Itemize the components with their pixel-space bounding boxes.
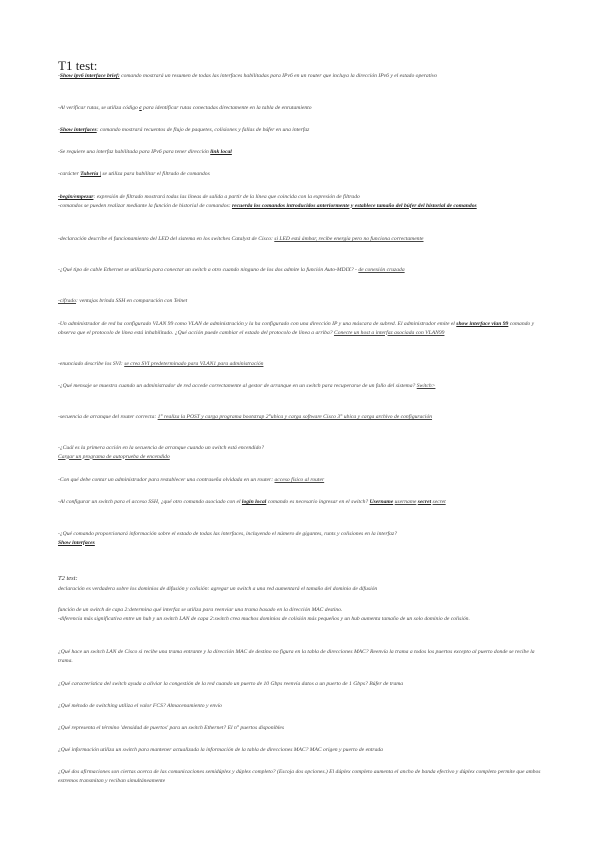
paragraph-text: -Con qué debe contar un administrador para restablecer una contraseña olvidada en un router: — [58, 477, 275, 483]
paragraph-text: ¿Qué representa el término 'densidad de puertos' para un switch Ethernet? El n° puertos disponibles — [58, 725, 285, 731]
paragraph-text: - — [58, 73, 60, 79]
paragraph-text: ¿Qué hace un switch LAN de Cisco si recibe una trama entrante y la dirección MAC de destino no figura en la tabla de direcciones MAC? Reenvía la trama a todos los puertos excepto al puerto donde se recibe la trama. — [58, 649, 535, 664]
highlighted-text: c — [139, 105, 142, 111]
highlighted-text: Cargar un programa de autoprueba de encendido — [58, 453, 170, 460]
paragraph-text: -secuencia de arranque del router correcta: — [58, 414, 158, 420]
paragraph-text: comando mostrará un resumen de todas las interfaces habilitadas para IPv6 en un router que incluya la dirección IPv6 y el estado operativo — [119, 73, 438, 79]
paragraph — [58, 320, 548, 337]
highlighted-text: link local — [210, 149, 232, 155]
highlighted-text: Show interfaces — [58, 539, 95, 546]
paragraph-text: : ventajas brinda SSH en comparación con Telnet — [76, 298, 188, 304]
paragraph — [58, 193, 548, 210]
paragraph-text: -¿Qué tipo de cable Ethernet se utilizaría para conectar un switch a otro cuando ninguno de los dos admite la función Auto-MDIX? - — [58, 267, 359, 273]
paragraph-text: -declaración describe el funcionamiento del LED del sistema en los switches Catalyst de Cisco: — [58, 236, 275, 242]
section-heading-t2: T2 test: — [58, 575, 78, 582]
highlighted-text: Show interfaces — [59, 127, 97, 133]
paragraph-text: - — [58, 127, 60, 133]
paragraph — [58, 702, 548, 711]
paragraph-text: se utiliza para habilitar el filtrado de comandos — [100, 171, 210, 177]
paragraph — [58, 170, 548, 179]
paragraph-text: : comando mostrará recuentos de flujo de paquetes, colisiones y fallas de búfer en una interfaz — [96, 127, 310, 133]
highlighted-text: recuerda los comandos introducidos anteriormente y establece tamaño del búfer del historial de comandos — [231, 202, 477, 209]
paragraph-text: -comandos se pueden realizar mediante la función de historial de comandos: — [58, 202, 232, 209]
paragraph — [58, 382, 548, 391]
paragraph — [58, 585, 548, 594]
paragraph-text: -¿Qué mensaje se muestra cuando un administrador de red accede correctamente al gestor de arranque en un switch para recuperarse de un fallo del sistema? — [58, 383, 417, 389]
paragraph-text: función de un switch de capa 2:determina qué interfaz se utiliza para reenviar una trama basado en la dirección MAC destino. — [58, 607, 343, 613]
highlighted-text: si LED está ámbar, recibe energía pero no funciona correctamente — [274, 236, 424, 242]
paragraph — [58, 72, 548, 81]
highlighted-text: secret — [417, 499, 432, 505]
highlighted-text: secret — [432, 499, 446, 505]
highlighted-text: se crea SVI predeterminado para VLAN1 para administración — [124, 361, 264, 367]
paragraph-text: declaración es verdadera sobre los dominios de difusión y colisión: agregar un switch a una red aumentará el tamaño del dominio de difusión — [58, 586, 378, 592]
paragraph — [58, 126, 548, 135]
paragraph — [58, 530, 548, 547]
paragraph-text: -enunciado describe los SVI: — [58, 361, 125, 367]
highlighted-text: -cifrado — [58, 298, 77, 304]
paragraph — [58, 266, 548, 275]
paragraph — [58, 680, 548, 689]
paragraph — [58, 648, 548, 665]
paragraph — [58, 297, 548, 306]
paragraph — [58, 104, 548, 113]
paragraph — [58, 498, 548, 507]
paragraph-text: -carácter — [58, 171, 81, 177]
paragraph-text: para identificar rutas conectadas directamente en la tabla de enrutamiento — [141, 105, 312, 111]
paragraph — [58, 768, 548, 785]
paragraph — [58, 746, 548, 755]
highlighted-text: acceso físico al router — [274, 477, 325, 483]
highlighted-text: login local — [241, 499, 267, 505]
paragraph-text: ¿Qué información utiliza un switch para mantener actualizada la información de la tabla de direcciones MAC? MAC origen y puerto de entrada — [58, 747, 383, 753]
page-title: T1 test: — [58, 58, 98, 73]
highlighted-text: Username — [369, 499, 394, 505]
highlighted-text: username — [394, 499, 417, 505]
paragraph-text: -Se requiere una interfaz habilitada para IPv6 para tener dirección — [58, 149, 211, 155]
paragraph — [58, 148, 548, 157]
paragraph-text: -Al configurar un switch para el acceso SSH, ¿qué otro comando asociado con el — [58, 499, 242, 505]
paragraph-text: comando es necesario ingresar en el switch? — [266, 499, 370, 505]
highlighted-text: show interface vlan 99 — [456, 321, 509, 327]
paragraph-text: -Al verificar rutas, se utiliza código — [58, 105, 140, 111]
highlighted-text: Switch> — [416, 383, 436, 389]
paragraph-text: -diferencia más significativa entre un hub y un switch LAN de capa 2:switch crea muchos dominios de colisión más pequeños y un hub aumenta tamaño de un solo dominio de colisión. — [58, 615, 470, 622]
highlighted-text: de conexión cruzada — [358, 267, 405, 273]
paragraph-text: ¿Qué dos afirmaciones son ciertas acerca de las comunicaciones semidúplex y dúplex completo? (Escoja dos opciones.) El dúplex completo aumenta el ancho de banda efectivo y dúplex completo permite que ambos extremos transmitan y reciban simultáneamente — [58, 769, 541, 784]
paragraph — [58, 606, 548, 623]
paragraph — [58, 235, 548, 244]
paragraph-text: -¿Qué comando proporcionará información sobre el estado de todas las interfaces, incluyendo el número de gigantes, runts y colisiones en la interfaz? — [58, 531, 397, 537]
highlighted-text: -begin/empezar — [58, 194, 94, 200]
paragraph-text: -Un administrador de red ha configurado VLAN 99 como VLAN de administración y la ha configurado con una dirección IP y una máscara de subred. El administrador emite el — [58, 321, 457, 327]
paragraph-text: ¿Qué característica del switch ayuda a aliviar la congestión de la red cuando un puerto de 10 Gbps reenvía datos a un puerto de 1 Gbps? Búfer de trama — [58, 681, 404, 687]
paragraph — [58, 476, 548, 485]
highlighted-text: Conecte un host a interfaz asociada con VLAN99 — [333, 329, 445, 336]
highlighted-text: 1° realiza la POST y carga programa bootstrap 2°ubica y carga software Cisco 3° ubica y carga archivo de configuración — [157, 414, 433, 420]
paragraph — [58, 360, 548, 369]
paragraph-text: : expresión de filtrado mostrará todas las líneas de salida a partir de la línea que coincida con la expresión de filtrado — [93, 194, 360, 200]
paragraph — [58, 444, 548, 461]
paragraph-text: comando y observa que el protocolo de línea está inhabilitado. ¿Qué acción puede cambiar el estado del protocolo de línea a arriba? — [58, 321, 535, 336]
paragraph-text: ¿Qué método de switching utiliza el valor FCS? Almacenamiento y envío — [58, 703, 222, 709]
paragraph — [58, 724, 548, 733]
paragraph-text: -¿Cuál es la primera acción en la secuencia de arranque cuando un switch está encendido? — [58, 445, 264, 451]
highlighted-text: Show ipv6 interface brief: — [59, 73, 120, 79]
paragraph — [58, 413, 548, 422]
highlighted-text: Tubería | — [80, 171, 101, 177]
